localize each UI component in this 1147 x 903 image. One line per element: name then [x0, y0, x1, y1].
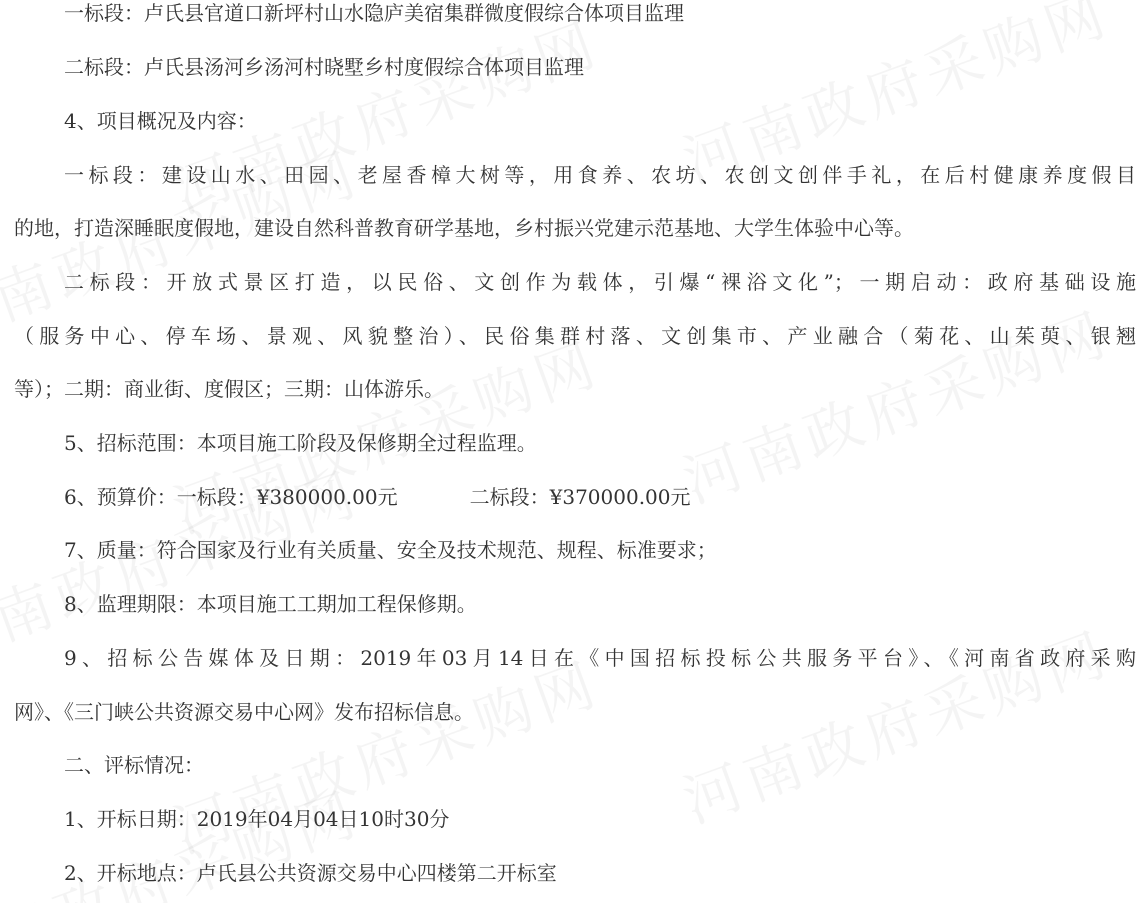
bidding-scope: 5、招标范围：本项目施工阶段及保修期全过程监理。 [64, 431, 537, 455]
lot2-name: 二标段：卢氏县汤河乡汤河村晓墅乡村度假综合体项目监理 [64, 55, 584, 79]
lot1-overview-line1: 一标段：建设山水、田园、老屋香樟大树等，用食养、农坊、农创文创伴手礼，在后村健康养度假目 [64, 163, 1136, 187]
quality-requirement: 7、质量：符合国家及行业有关质量、安全及技术规范、规程、标准要求； [64, 538, 717, 562]
lot2-overview-line1: 二标段：开放式景区打造，以民俗、文创作为载体，引爆“裸浴文化”；一期启动：政府基础设施 [64, 270, 1136, 294]
bid-opening-date: 1、开标日期：2019年04月04日10时30分 [64, 807, 450, 831]
supervision-period: 8、监理期限：本项目施工工期加工程保修期。 [64, 592, 477, 616]
section-overview-heading: 4、项目概况及内容： [64, 109, 257, 133]
lot1-name: 一标段：卢氏县官道口新坪村山水隐庐美宿集群微度假综合体项目监理 [64, 1, 684, 25]
budget-price [14, 471, 1136, 525]
section-evaluation-heading: 二、评标情况： [64, 753, 204, 777]
budget-label: 6、预算价： [64, 485, 177, 509]
bid-opening-location: 2、开标地点：卢氏县公共资源交易中心四楼第二开标室 [64, 861, 557, 885]
lot2-overview-line2: （服务中心、停车场、景观、风貌整治）、民俗集群村落、文创集市、产业融合（菊花、山茱萸、银翘 [14, 324, 1136, 348]
lot1-overview-line2: 的地，打造深睡眠度假地，建设自然科普教育研学基地，乡村振兴党建示范基地、大学生体验中心等。 [14, 216, 914, 240]
announcement-media-line2: 网》、《三门峡公共资源交易中心网》发布招标信息。 [14, 700, 474, 724]
announcement-media-line1: 9、招标公告媒体及日期：2019年03月14日在《中国招标投标公共服务平台》、《河南省政府采购 [64, 646, 1136, 670]
budget-lot2: 二标段：¥370000.00元 [469, 485, 691, 509]
lot2-overview-line3: 等）；二期：商业街、度假区；三期：山体游乐。 [14, 377, 444, 401]
budget-lot1: 一标段：¥380000.00元 [176, 485, 398, 509]
